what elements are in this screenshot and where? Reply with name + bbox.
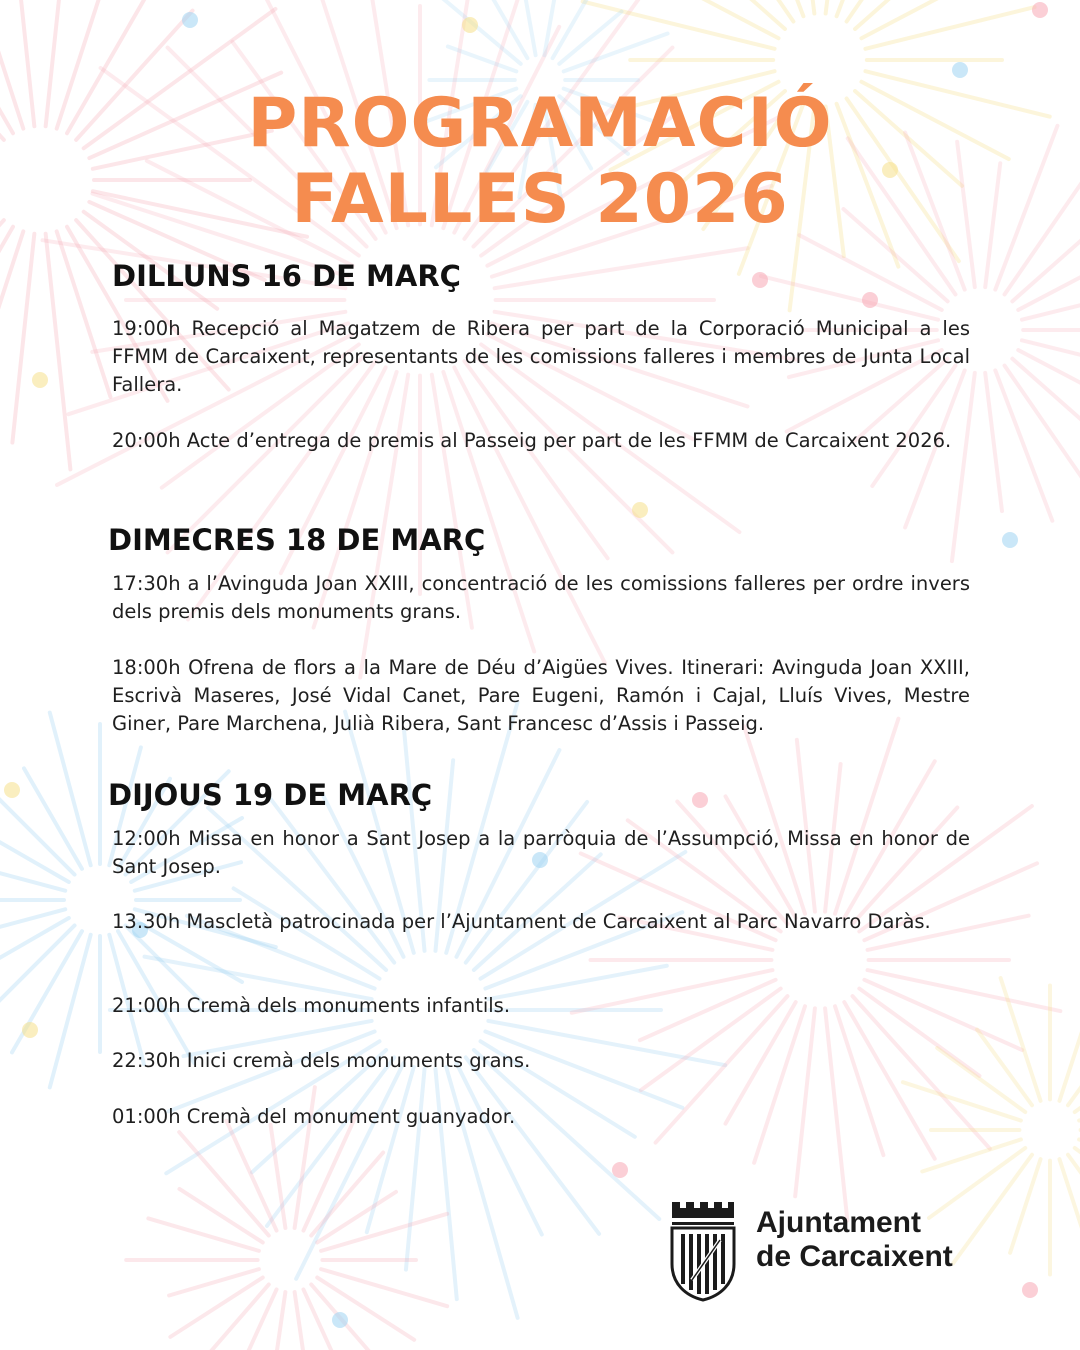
event-wednesday-1: 17:30h a l’Avinguda Joan XXIII, concentració de les comissions falleres per ordre invers dels premis dels monuments grans. <box>112 572 970 623</box>
day-heading-wednesday: DIMECRES 18 DE MARÇ <box>108 523 486 557</box>
firework-ray <box>677 0 794 21</box>
firework-ray <box>50 935 91 1088</box>
firework-ray <box>922 1139 1021 1171</box>
firework-ray <box>321 1214 447 1251</box>
firework-ray <box>0 909 65 947</box>
day-heading-thursday: DIJOUS 19 DE MARÇ <box>108 778 433 812</box>
event-wednesday-2: 18:00h Ofrena de flors a la Mare de Déu d’Aigües Vives. Itinerari: Avinguda Joan XXIII, Escrivà Maseres, José Vidal Canet, Pare Eugeni, Ramón i Cajal, Lluís Vives, Mestre Giner, Pare Marchena, Julià Ribera, Sant Francesc d’Assis i Passeig. <box>112 656 970 735</box>
firework-ray <box>1001 978 1041 1101</box>
event-thursday-4: 22:30h Inici cremà dels monuments grans. <box>112 1049 531 1072</box>
firework-ray <box>495 248 748 288</box>
firework-ray <box>1012 359 1080 447</box>
logo-line-1: Ajuntament <box>756 1206 921 1239</box>
firework-ray <box>169 1269 259 1295</box>
firework-ray <box>1059 1007 1080 1101</box>
confetti-dot <box>752 272 768 288</box>
firework-ray <box>761 276 938 320</box>
confetti-dot <box>1022 1282 1038 1298</box>
title-line-1: PROGRAMACIÓ <box>247 84 833 163</box>
event-monday-1: 19:00h Recepció al Magatzem de Ribera per part de la Corporació Municipal a les FFMM de Carcaixent, representants de les comissions falleres i membres de Junta Local Fallera. <box>112 317 970 396</box>
confetti-dot <box>182 12 198 28</box>
firework-ray <box>12 234 34 443</box>
firework-ray <box>865 7 1034 49</box>
confetti-dot <box>612 1162 628 1178</box>
firework-ray <box>0 806 69 882</box>
title-line-2: FALLES 2026 <box>291 160 789 239</box>
event-thursday-1: 12:00h Missa en honor a Sant Josep a la parròquia de l’Assumpció, Missa en honor de Sant Josep. <box>112 827 970 878</box>
firework-ray <box>50 713 91 866</box>
firework-ray <box>985 373 1002 511</box>
confetti-dot <box>32 372 48 388</box>
confetti-dot <box>462 17 478 33</box>
event-thursday-2: 13.30h Mascletà patrocinada per l’Ajuntament de Carcaixent al Parc Navarro Daràs. <box>112 910 931 933</box>
logo-text <box>756 1206 953 1274</box>
confetti-dot <box>1002 532 1018 548</box>
firework-ray <box>1010 1159 1040 1253</box>
confetti-dot <box>862 292 878 308</box>
logo-line-2: de Carcaixent <box>756 1240 953 1273</box>
municipal-crest-icon <box>668 1198 738 1302</box>
confetti-dot <box>692 792 708 808</box>
event-thursday-5: 01:00h Cremà del monument guanyador. <box>112 1105 516 1128</box>
page-title <box>0 86 1080 238</box>
confetti-dot <box>632 502 648 518</box>
confetti-dot <box>4 782 20 798</box>
firework-ray <box>1059 1159 1080 1282</box>
firework-ray <box>583 2 775 49</box>
event-thursday-3: 21:00h Cremà dels monuments infantils. <box>112 994 511 1017</box>
firework-ray <box>672 0 785 29</box>
firework-ray <box>406 1069 425 1269</box>
firework-ray <box>12 931 82 1052</box>
ajuntament-logo <box>668 1198 978 1304</box>
event-monday-2: 20:00h Acte d’entrega de premis al Passeig per part de les FFMM de Carcaixent 2026. <box>112 429 952 452</box>
confetti-dot <box>22 1022 38 1038</box>
firework-ray <box>861 0 1036 38</box>
firework-ray <box>46 234 71 470</box>
firework-ray <box>739 0 804 16</box>
confetti-dot <box>952 62 968 78</box>
firework-ray <box>522 0 535 55</box>
day-heading-monday: DILLUNS 16 DE MARÇ <box>112 259 461 293</box>
confetti-dot <box>332 1312 348 1328</box>
firework-ray <box>321 1269 447 1306</box>
firework-ray <box>952 373 975 561</box>
firework-ray <box>148 1218 259 1250</box>
confetti-dot <box>1032 2 1048 18</box>
